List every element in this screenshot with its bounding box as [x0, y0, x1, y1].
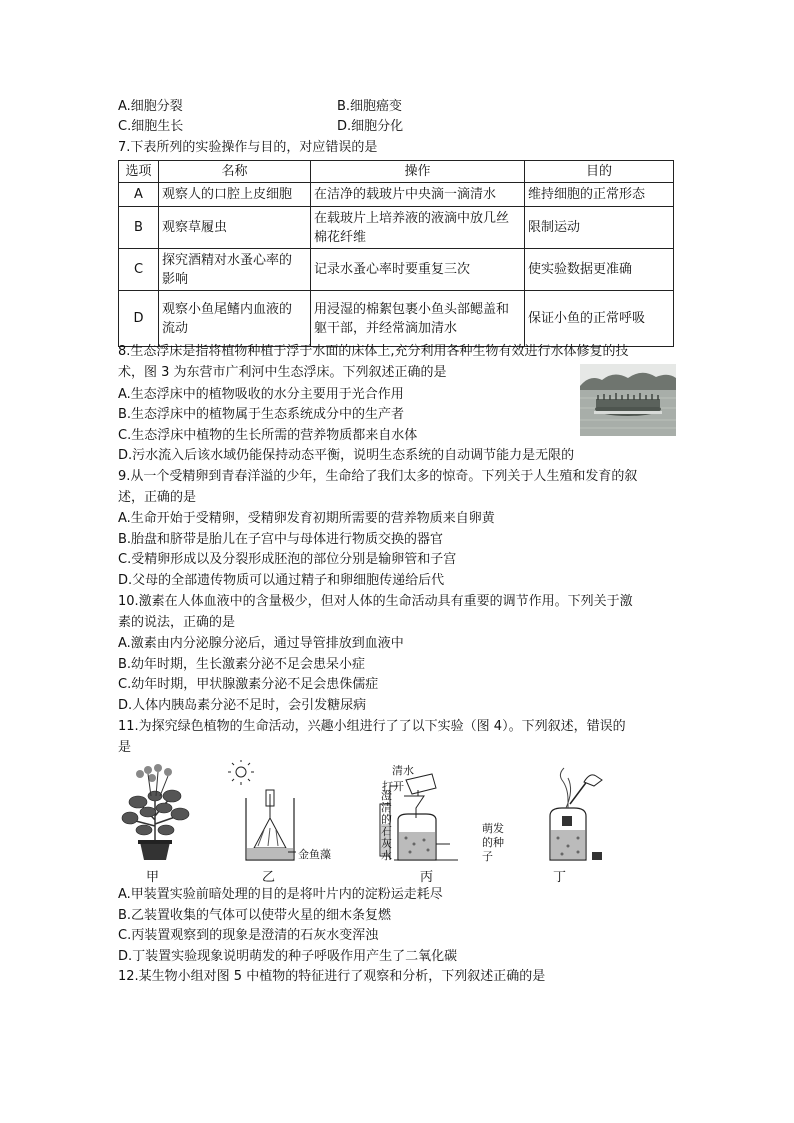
q10-option-b: B.幼年时期，生长激素分泌不足会患呆小症 [118, 657, 366, 672]
table-cell: A [119, 183, 159, 207]
cell-line: 探究酒精对水蚤心率的 [162, 252, 293, 268]
table-row [119, 207, 674, 249]
q6-option-d: D.细胞分化 [337, 119, 404, 134]
q6-option-b: B.细胞癌变 [337, 99, 403, 114]
figure-ding-apparatus [550, 768, 602, 860]
cell-line: 观察小鱼尾鳍内血液的 [162, 301, 293, 317]
q11-option-d: D.丁装置实验现象说明萌发的种子呼吸作用产生了二氧化碳 [118, 949, 458, 964]
table-row [119, 183, 674, 207]
cell-line: 棉花纤维 [314, 229, 367, 245]
q11-stem-line1: 11.为探究绿色植物的生命活动，兴趣小组进行了了以下实验（图 4）。下列叙述，错误的 [118, 719, 626, 734]
q8-stem-line2: 术，图 3 为东营市广利河中生态浮床。下列叙述正确的是 [118, 365, 447, 380]
experiment-table [118, 160, 674, 347]
figure-label-water: 清水 [392, 764, 414, 777]
table-cell [311, 207, 525, 249]
table-cell: 限制运动 [525, 207, 674, 249]
figure-4-experiments [118, 760, 604, 872]
table-cell: 观察草履虫 [159, 207, 311, 249]
table-cell: D [119, 291, 159, 347]
q8-option-a: A.生态浮床中的植物吸收的水分主要用于光合作用 [118, 387, 404, 402]
q9-stem-line1: 9.从一个受精卵到青春洋溢的少年，生命给了我们太多的惊奇。下列关于人生殖和发育的叙 [118, 469, 638, 484]
table-cell: 在洁净的载玻片中央滴一滴清水 [311, 183, 525, 207]
figure-label-limewater: 澄清的石灰水 [381, 789, 392, 862]
q10-option-c: C.幼年时期，甲状腺激素分泌不足会患侏儒症 [118, 677, 379, 692]
table-header-row [119, 161, 674, 183]
q6-option-a: A.细胞分裂 [118, 99, 183, 114]
figure-label-jia: 甲 [146, 870, 160, 885]
table-cell: 保证小鱼的正常呼吸 [525, 291, 674, 347]
cell-line: 在载玻片上培养液的液滴中放几丝 [314, 210, 510, 226]
figure-label-bing: 丙 [420, 870, 434, 885]
table-cell [159, 291, 311, 347]
q11-stem-line2: 是 [118, 740, 132, 755]
q9-option-a: A.生命开始于受精卵，受精卵发育初期所需要的营养物质来自卵黄 [118, 511, 495, 526]
floating-bed-photo [580, 364, 676, 436]
cell-line: 用浸湿的棉絮包裹小鱼头部鳃盖和 [314, 301, 510, 317]
table-header: 操作 [311, 161, 525, 183]
figure-label-ding: 丁 [553, 870, 567, 885]
q9-option-d: D.父母的全部遗传物质可以通过精子和卵细胞传递给后代 [118, 573, 445, 588]
figure-label-open: 打开 [382, 780, 404, 793]
table-row [119, 249, 674, 291]
q7-stem: 7.下表所列的实验操作与目的，对应错误的是 [118, 140, 378, 155]
q11-option-b: B.乙装置收集的气体可以使带火星的细木条复燃 [118, 908, 392, 923]
figure-jia-plant [122, 764, 189, 860]
cell-line: 躯干部，并经常滴加清水 [314, 320, 458, 336]
q11-option-a: A.甲装置实验前暗处理的目的是将叶片内的淀粉运走耗尽 [118, 887, 443, 902]
table-cell: 记录水蚤心率时要重复三次 [311, 249, 525, 291]
cell-line: 流动 [162, 320, 189, 336]
q9-option-b: B.胎盘和脐带是胎儿在子宫中与母体进行物质交换的器官 [118, 532, 444, 547]
q8-stem-line1: 8.生态浮床是指将植物种植于浮于水面的床体上,充分利用各种生物有效进行水体修复的技 [118, 344, 629, 359]
table-cell [159, 249, 311, 291]
q8-option-b: B.生态浮床中的植物属于生态系统成分中的生产者 [118, 407, 405, 422]
q10-option-a: A.激素由内分泌腺分泌后，通过导管排放到血液中 [118, 636, 404, 651]
table-header: 目的 [525, 161, 674, 183]
q9-stem-line2: 述，正确的是 [118, 490, 197, 505]
q12-stem: 12.某生物小组对图 5 中植物的特征进行了观察和分析，下列叙述正确的是 [118, 969, 546, 984]
q10-option-d: D.人体内胰岛素分泌不足时，会引发糖尿病 [118, 698, 367, 713]
figure-label-goldfish-weed: 金鱼藻 [298, 848, 331, 861]
q6-option-c: C.细胞生长 [118, 119, 184, 134]
table-row [119, 291, 674, 347]
q10-stem-line2: 素的说法，正确的是 [118, 615, 236, 630]
table-cell [311, 291, 525, 347]
table-cell: C [119, 249, 159, 291]
q8-option-d: D.污水流入后该水域仍能保持动态平衡，说明生态系统的自动调节能力是无限的 [118, 448, 575, 463]
q11-option-c: C.丙装置观察到的现象是澄清的石灰水变浑浊 [118, 928, 379, 943]
figure-label-seeds: 萌发的种子 [482, 822, 504, 863]
figure-label-yi: 乙 [262, 870, 276, 885]
table-cell: 观察人的口腔上皮细胞 [159, 183, 311, 207]
table-header: 选项 [119, 161, 159, 183]
table-header: 名称 [159, 161, 311, 183]
q10-stem-line1: 10.激素在人体血液中的含量极少，但对人体的生命活动具有重要的调节作用。下列关于激 [118, 594, 633, 609]
q8-option-c: C.生态浮床中植物的生长所需的营养物质都来自水体 [118, 428, 418, 443]
cell-line: 影响 [162, 271, 189, 287]
table-cell: 维持细胞的正常形态 [525, 183, 674, 207]
table-cell: B [119, 207, 159, 249]
q9-option-c: C.受精卵形成以及分裂形成胚泡的部位分别是输卵管和子宫 [118, 552, 457, 567]
figure-yi-apparatus [228, 760, 296, 860]
table-cell: 使实验数据更准确 [525, 249, 674, 291]
